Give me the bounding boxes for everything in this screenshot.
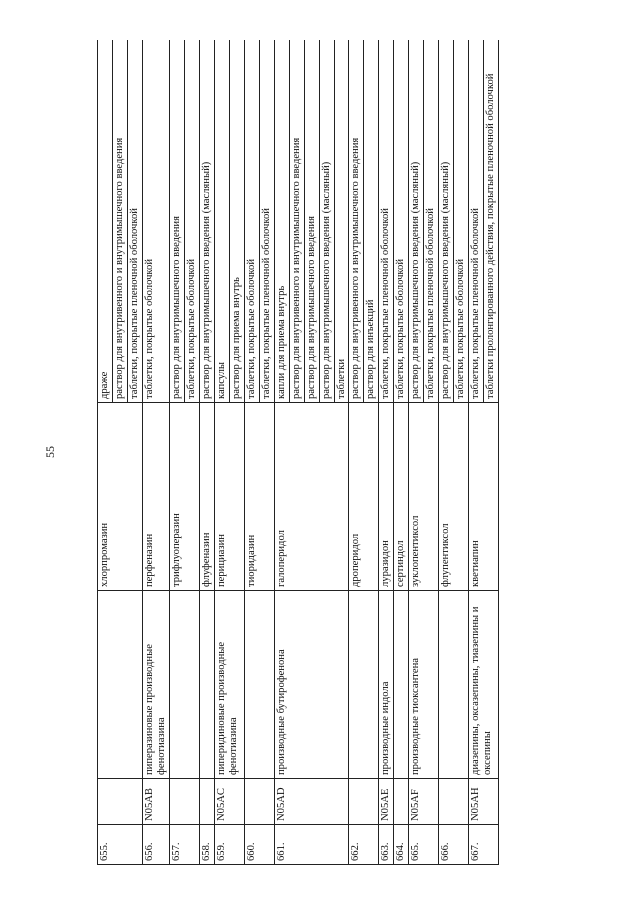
dosage-form-cell: таблетки, покрытые оболочкой	[394, 40, 409, 403]
dosage-form-cell: таблетки, покрытые оболочкой	[142, 40, 169, 403]
atc-code-cell	[394, 779, 409, 825]
atc-code-cell	[244, 779, 274, 825]
table-row	[469, 40, 484, 865]
drug-name-cell: флупентиксол	[439, 403, 469, 591]
group-name-cell: пиперидиновые производные фенотиазина	[214, 591, 244, 779]
atc-code-cell	[439, 779, 469, 825]
dosage-form-cell: таблетки, покрытые пленочной оболочкой	[424, 40, 439, 403]
drug-name-cell: перициазин	[214, 403, 244, 591]
atc-code-cell: N05AE	[379, 779, 394, 825]
dosage-form-cell: раствор для внутримышечного введения	[304, 40, 319, 403]
drug-name-cell: дроперидол	[349, 403, 379, 591]
group-name-cell: диазепины, оксазепины, тиазепины и оксепины	[469, 591, 499, 779]
group-name-cell	[244, 591, 274, 779]
group-name-cell	[394, 591, 409, 779]
dosage-form-cell: раствор для внутривенного и внутримышечного введения	[349, 40, 364, 403]
dosage-form-cell: раствор для внутримышечного введения	[169, 40, 184, 403]
dosage-form-cell: таблетки, покрытые пленочной оболочкой	[127, 40, 142, 403]
dosage-form-cell: драже	[98, 40, 113, 403]
row-number-cell: 660.	[244, 825, 274, 865]
table-row	[98, 40, 113, 865]
dosage-form-cell: таблетки, покрытые пленочной оболочкой	[469, 40, 484, 403]
table-row	[349, 40, 364, 865]
drug-name-cell: галоперидол	[274, 403, 349, 591]
table-row	[199, 40, 214, 865]
dosage-form-cell: таблетки, покрытые оболочкой	[184, 40, 199, 403]
atc-code-cell: N05AB	[142, 779, 169, 825]
dosage-form-cell: раствор для внутримышечного введения (масляный)	[199, 40, 214, 403]
drug-name-cell: перфеназин	[142, 403, 169, 591]
atc-code-cell	[199, 779, 214, 825]
table-row	[394, 40, 409, 865]
dosage-form-cell: таблетки, покрытые пленочной оболочкой	[259, 40, 274, 403]
table-row	[169, 40, 184, 865]
dosage-form-cell: раствор для приема внутрь	[229, 40, 244, 403]
group-name-cell	[169, 591, 199, 779]
atc-code-cell: N05AD	[274, 779, 349, 825]
drug-name-cell: флуфеназин	[199, 403, 214, 591]
table-row	[244, 40, 259, 865]
row-number-cell: 663.	[379, 825, 394, 865]
dosage-form-cell: раствор для внутримышечного введения (масляный)	[319, 40, 334, 403]
row-number-cell: 665.	[409, 825, 439, 865]
group-name-cell: производные индола	[379, 591, 394, 779]
row-number-cell: 656.	[142, 825, 169, 865]
group-name-cell: производные тиоксантена	[409, 591, 439, 779]
atc-code-cell	[98, 779, 143, 825]
row-number-cell: 655.	[98, 825, 143, 865]
dosage-form-cell: таблетки	[334, 40, 349, 403]
atc-code-cell	[169, 779, 199, 825]
dosage-form-cell: раствор для внутримышечного введения (масляный)	[409, 40, 424, 403]
dosage-form-cell: таблетки пролонгированного действия, покрытые пленочной оболочкой	[484, 40, 499, 403]
row-number-cell: 658.	[199, 825, 214, 865]
atc-code-cell: N05AC	[214, 779, 244, 825]
dosage-form-cell: капсулы	[214, 40, 229, 403]
drug-name-cell: зуклопентиксол	[409, 403, 439, 591]
rotated-table-container	[97, 40, 569, 865]
atc-code-cell: N05AF	[409, 779, 439, 825]
drug-table	[97, 40, 499, 865]
dosage-form-cell: раствор для инъекций	[364, 40, 379, 403]
atc-code-cell: N05AH	[469, 779, 499, 825]
row-number-cell: 657.	[169, 825, 199, 865]
dosage-form-cell: раствор для внутримышечного введения (масляный)	[439, 40, 454, 403]
drug-name-cell: хлорпромазин	[98, 403, 143, 591]
dosage-form-cell: таблетки, покрытые оболочкой	[454, 40, 469, 403]
row-number-cell: 662.	[349, 825, 379, 865]
row-number-cell: 664.	[394, 825, 409, 865]
page-number: 55	[43, 446, 57, 458]
group-name-cell: производные бутирофенона	[274, 591, 349, 779]
dosage-form-cell: таблетки, покрытые пленочной оболочкой	[379, 40, 394, 403]
group-name-cell	[439, 591, 469, 779]
drug-table-body	[98, 40, 499, 865]
row-number-cell: 667.	[469, 825, 499, 865]
table-row	[439, 40, 454, 865]
group-name-cell	[349, 591, 379, 779]
row-number-cell: 661.	[274, 825, 349, 865]
group-name-cell	[98, 591, 143, 779]
table-row	[142, 40, 169, 865]
table-row	[379, 40, 394, 865]
table-row	[409, 40, 424, 865]
drug-name-cell: кветиапин	[469, 403, 499, 591]
row-number-cell: 666.	[439, 825, 469, 865]
table-viewport	[97, 40, 569, 865]
group-name-cell: пиперазиновые производные фенотиазина	[142, 591, 169, 779]
table-row	[214, 40, 229, 865]
drug-name-cell: трифлуоперазин	[169, 403, 199, 591]
dosage-form-cell: капли для приема внутрь	[274, 40, 289, 403]
row-number-cell: 659.	[214, 825, 244, 865]
drug-name-cell: сертиндол	[394, 403, 409, 591]
dosage-form-cell: раствор для внутривенного и внутримышечного введения	[112, 40, 127, 403]
drug-name-cell: тиоридазин	[244, 403, 274, 591]
group-name-cell	[199, 591, 214, 779]
dosage-form-cell: раствор для внутривенного и внутримышечного введения	[289, 40, 304, 403]
table-row	[274, 40, 289, 865]
atc-code-cell	[349, 779, 379, 825]
drug-name-cell: луразидон	[379, 403, 394, 591]
dosage-form-cell: таблетки, покрытые оболочкой	[244, 40, 259, 403]
